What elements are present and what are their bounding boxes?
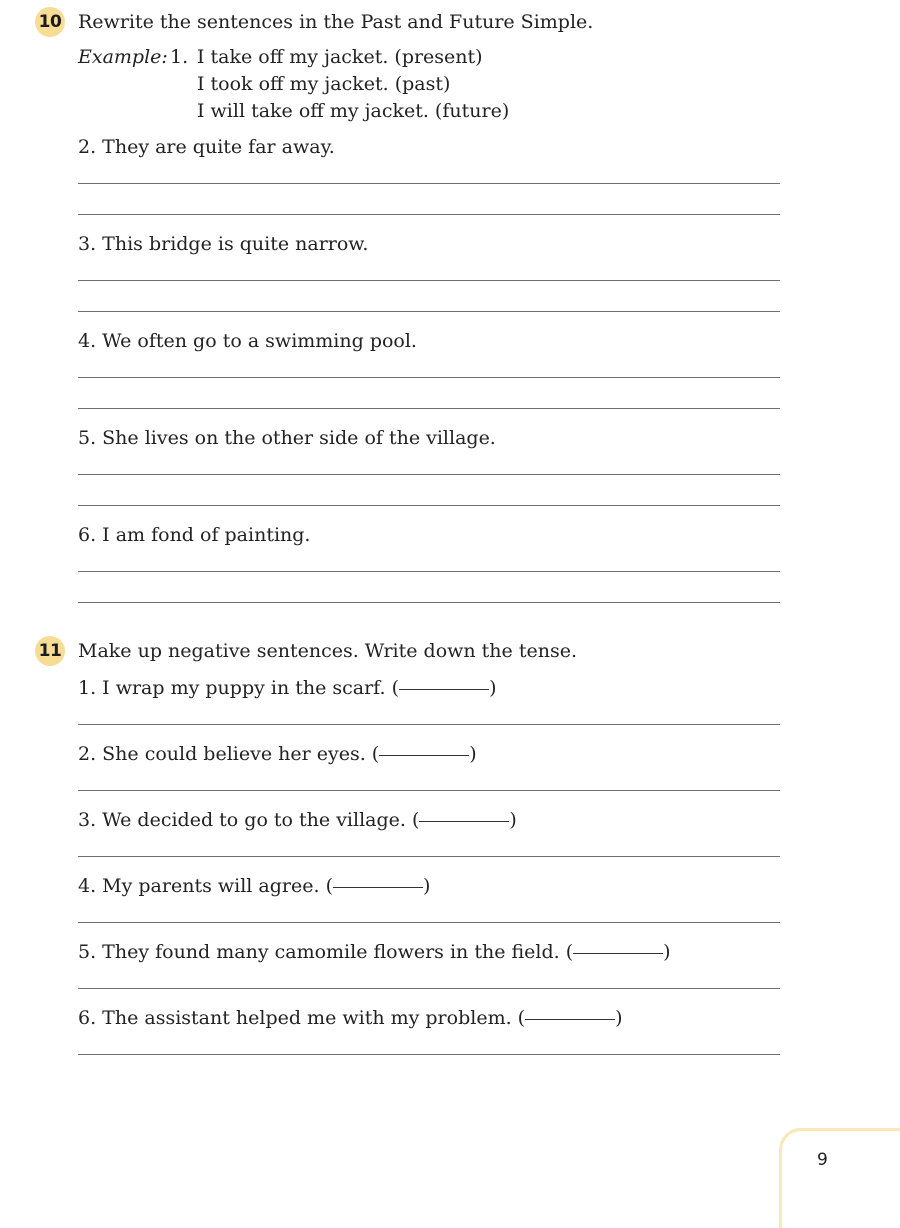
tense-close-paren: ): [489, 677, 497, 699]
answer-line[interactable]: [78, 856, 780, 857]
exercise-10-item: 3. This bridge is quite narrow.: [78, 233, 369, 255]
page-number: 9: [817, 1150, 828, 1170]
tense-blank[interactable]: [573, 953, 663, 954]
answer-line[interactable]: [78, 280, 780, 281]
tense-blank[interactable]: [333, 887, 423, 888]
exercise-10-number-badge: 10: [35, 7, 65, 37]
exercise-11-item-row: [78, 874, 430, 898]
answer-line[interactable]: [78, 408, 780, 409]
exercise-10-item: 2. They are quite far away.: [78, 136, 335, 158]
exercise-10-item: 5. She lives on the other side of the village.: [78, 427, 496, 449]
example-number: 1.: [170, 46, 189, 68]
answer-line[interactable]: [78, 922, 780, 923]
exercise-11-item-row: [78, 940, 671, 964]
page-corner-tab: [779, 1128, 900, 1228]
tense-open-paren: (: [371, 743, 380, 765]
exercise-11-item: 4. My parents will agree.: [78, 875, 320, 897]
tense-open-paren: (: [325, 875, 333, 897]
exercise-11-instruction: Make up negative sentences. Write down the tense.: [78, 640, 577, 662]
answer-line[interactable]: [78, 377, 780, 378]
example-line-past: I took off my jacket. (past): [197, 73, 451, 95]
tense-blank[interactable]: [525, 1019, 615, 1020]
exercise-11-item-row: [78, 1006, 623, 1030]
example-line-future: I will take off my jacket. (future): [197, 100, 510, 122]
tense-open-paren: (: [565, 941, 574, 963]
tense-open-paren: (: [391, 677, 400, 699]
exercise-10-item: 4. We often go to a swimming pool.: [78, 330, 417, 352]
answer-line[interactable]: [78, 214, 780, 215]
exercise-11-item-row: [78, 808, 517, 832]
answer-line[interactable]: [78, 602, 780, 603]
answer-line[interactable]: [78, 183, 780, 184]
exercise-10-item: 6. I am fond of painting.: [78, 524, 311, 546]
example-label: Example:: [78, 46, 168, 68]
tense-close-paren: ): [663, 941, 671, 963]
exercise-11-item-row: [78, 742, 477, 766]
exercise-11-item: 5. They found many camomile flowers in the field.: [78, 941, 560, 963]
exercise-10-instruction: Rewrite the sentences in the Past and Future Simple.: [78, 11, 594, 33]
example-line-present: I take off my jacket. (present): [197, 46, 483, 68]
answer-line[interactable]: [78, 1054, 780, 1055]
tense-blank[interactable]: [399, 689, 489, 690]
exercise-11-item: 3. We decided to go to the village.: [78, 809, 406, 831]
answer-line[interactable]: [78, 474, 780, 475]
exercise-11-number-badge: 11: [35, 636, 65, 666]
tense-blank[interactable]: [379, 755, 469, 756]
answer-line[interactable]: [78, 505, 780, 506]
answer-line[interactable]: [78, 790, 780, 791]
exercise-11-item-row: [78, 676, 496, 700]
tense-open-paren: (: [411, 809, 420, 831]
tense-close-paren: ): [615, 1007, 623, 1029]
tense-close-paren: ): [469, 743, 477, 765]
tense-open-paren: (: [517, 1007, 526, 1029]
answer-line[interactable]: [78, 571, 780, 572]
tense-close-paren: ): [422, 875, 431, 897]
exercise-11-item: 6. The assistant helped me with my problem.: [78, 1007, 512, 1029]
tense-close-paren: ): [509, 809, 517, 831]
exercise-11-item: 1. I wrap my puppy in the scarf.: [78, 677, 386, 699]
tense-blank[interactable]: [419, 821, 509, 822]
answer-line[interactable]: [78, 724, 780, 725]
exercise-11-item: 2. She could believe her eyes.: [78, 743, 366, 765]
answer-line[interactable]: [78, 311, 780, 312]
answer-line[interactable]: [78, 988, 780, 989]
